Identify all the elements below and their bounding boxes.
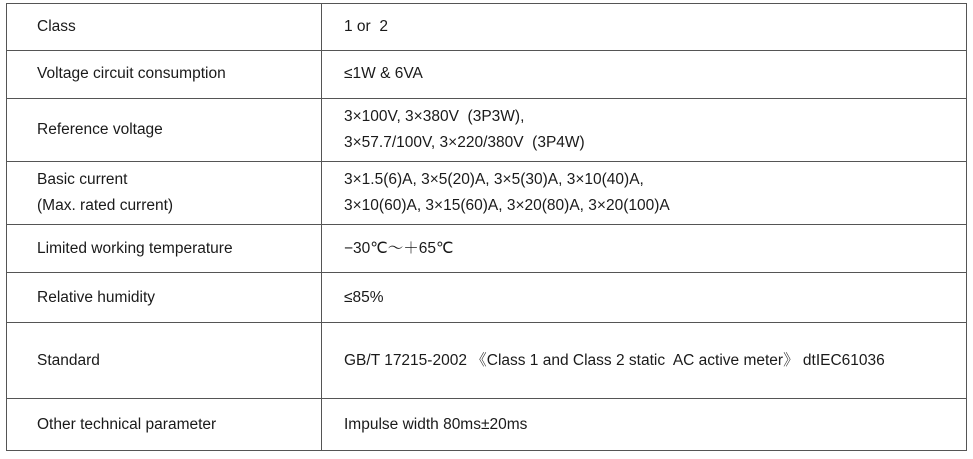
table-row	[7, 399, 967, 451]
row-value	[322, 273, 967, 323]
value-line: 3×1.5(6)A, 3×5(20)A, 3×5(30)A, 3×10(40)A,	[344, 171, 644, 189]
row-label	[7, 162, 322, 225]
row-label: Class	[7, 4, 322, 51]
value-line: 3×100V, 3×380V (3P3W),	[344, 108, 525, 125]
row-label: Reference voltage	[7, 99, 322, 162]
label-line: (Max. rated current)	[37, 197, 174, 215]
row-label: Relative humidity	[7, 273, 322, 323]
table-row	[7, 323, 967, 399]
value-line: ≤1W & 6VA	[344, 65, 423, 83]
row-value	[322, 51, 967, 99]
value-line: 3×10(60)A, 3×15(60)A, 3×20(80)A, 3×20(100)A	[344, 197, 670, 215]
row-value	[322, 399, 967, 451]
label-line: Basic current	[37, 171, 128, 189]
row-label: Voltage circuit consumption	[7, 51, 322, 99]
table-row	[7, 273, 967, 323]
value-line: 1 or 2	[344, 17, 388, 35]
row-label: Other technical parameter	[7, 399, 322, 451]
row-label: Standard	[7, 323, 322, 399]
row-value	[322, 225, 967, 273]
table-row	[7, 162, 967, 225]
table-row	[7, 225, 967, 273]
value-line: 3×57.7/100V, 3×220/380V (3P4W)	[344, 134, 585, 152]
value-line: −30℃～＋65℃	[344, 239, 454, 257]
table-row	[7, 4, 967, 51]
table-row	[7, 51, 967, 99]
value-line: ≤85%	[344, 288, 384, 306]
row-value	[322, 4, 967, 51]
row-value	[322, 162, 967, 225]
specification-table	[6, 3, 967, 451]
value-line: Impulse width 80ms±20ms	[344, 415, 528, 433]
table-row	[7, 99, 967, 162]
value-line: GB/T 17215-2002 《Class 1 and Class 2 static AC active meter》 dtIEC61036	[344, 351, 885, 369]
row-label: Limited working temperature	[7, 225, 322, 273]
row-value	[322, 323, 967, 399]
row-value	[322, 99, 967, 162]
